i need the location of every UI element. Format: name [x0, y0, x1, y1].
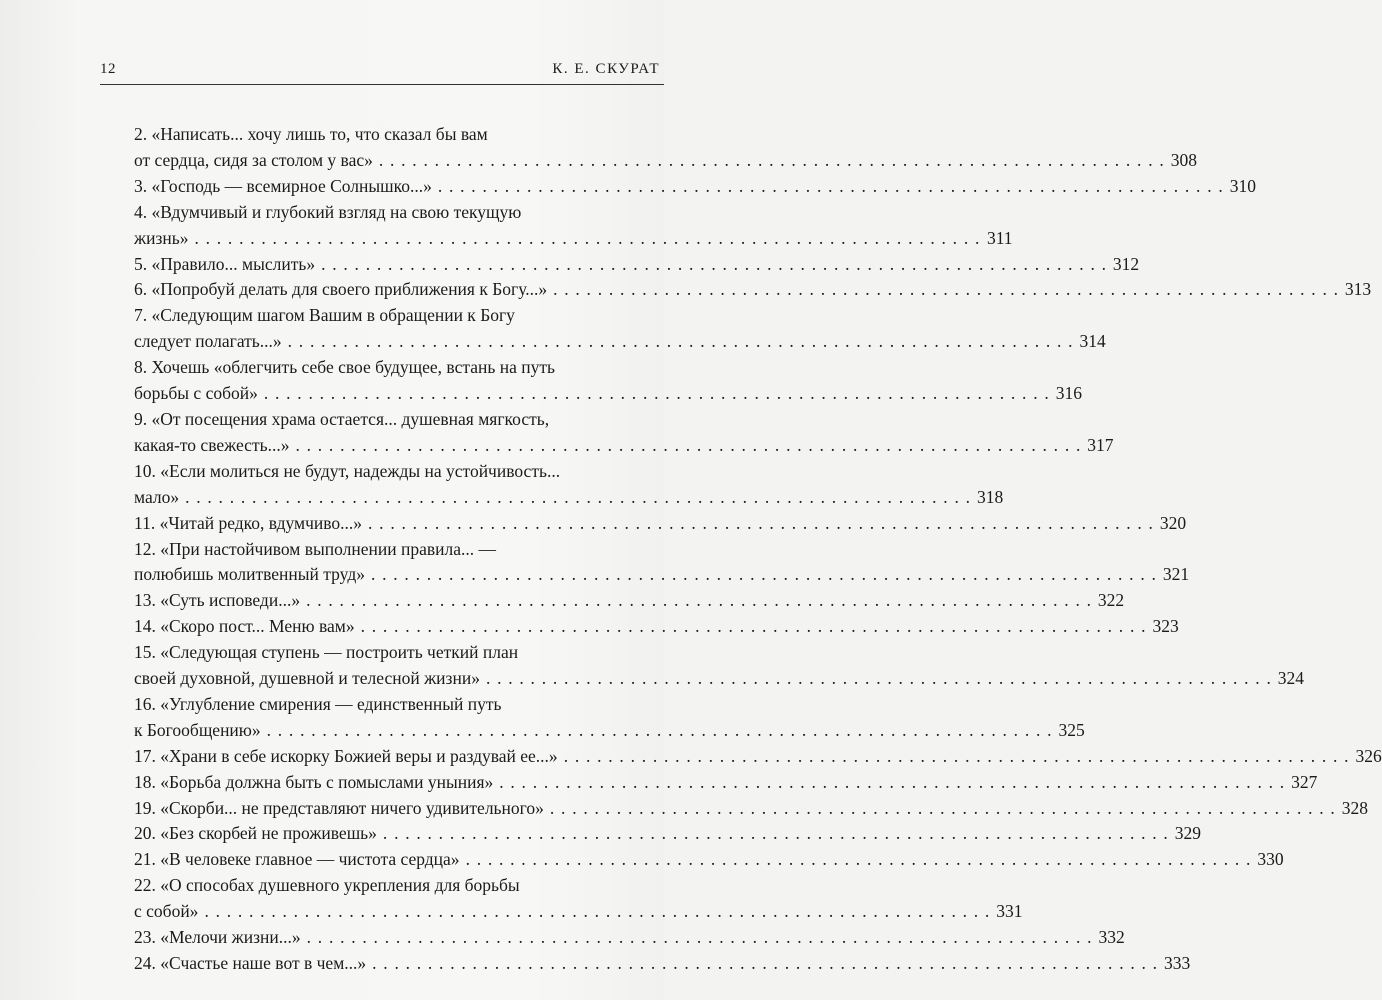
toc-entry	[134, 355, 1082, 407]
toc-entry-title: 8. Хочешь «облегчить себе свое будущее, встань на путь	[134, 357, 555, 378]
dot-leader	[194, 226, 980, 252]
toc-entry-title: 20. «Без скорбей не проживешь»	[134, 823, 377, 844]
dot-leader	[372, 951, 1158, 977]
dot-leader	[307, 925, 1093, 951]
toc-entry-title: 9. «От посещения храма остается... душевная мягкость,	[134, 408, 550, 429]
toc-entry-title: к Богообщению»	[134, 719, 261, 740]
toc-entry-line	[134, 148, 1197, 174]
toc-entry-line	[134, 329, 1106, 355]
toc-entry	[134, 588, 1125, 614]
toc-page-number: 331	[996, 901, 1023, 922]
dot-leader	[553, 277, 1339, 303]
toc-entry	[134, 692, 1085, 744]
toc-entry	[134, 796, 1368, 822]
toc-page-number: 323	[1152, 616, 1179, 637]
toc-entry-line	[134, 640, 632, 666]
toc-entry-line	[134, 459, 632, 485]
toc-entry-title: 6. «Попробуй делать для своего приближения к Богу...»	[134, 279, 548, 300]
toc-page-number: 322	[1097, 590, 1125, 611]
toc-entry-title: 12. «При настойчивом выполнении правила... —	[134, 538, 496, 559]
toc-entry-line	[134, 303, 632, 329]
toc-entry-line	[134, 718, 1085, 744]
toc-page-number: 317	[1087, 434, 1114, 455]
toc-entry-line	[134, 407, 632, 433]
toc-page-number: 311	[986, 227, 1013, 248]
header-rule	[100, 84, 664, 85]
toc-entry-line	[134, 381, 1082, 407]
toc-page-number: 332	[1098, 927, 1125, 948]
toc-entry-title: 2. «Написать... хочу лишь то, что сказал бы вам	[134, 124, 488, 144]
toc-entry-line	[134, 951, 1191, 977]
toc-entry-line	[134, 174, 1256, 200]
toc-entry-line	[134, 770, 1318, 796]
toc-entry-line	[134, 226, 1013, 252]
toc-entry	[134, 873, 1023, 925]
toc-entry-line	[134, 433, 1114, 459]
toc-page-number: 325	[1058, 719, 1085, 740]
toc-entry-line	[134, 511, 1187, 537]
dot-leader	[321, 252, 1107, 278]
toc-entry	[134, 122, 1197, 174]
toc-entry-line	[134, 899, 1023, 925]
toc-entry-title: 21. «В человеке главное — чистота сердца»	[134, 849, 460, 870]
toc-entry	[134, 614, 1179, 640]
toc-entry-title: 19. «Скорби... не представляют ничего удивительного»	[134, 797, 544, 818]
table-of-contents	[134, 122, 1382, 977]
toc-entry-title: 18. «Борьба должна быть с помыслами уныния»	[134, 771, 494, 792]
toc-entry-title: 13. «Суть исповеди...»	[134, 590, 301, 611]
toc-entry-line	[134, 925, 1125, 951]
dot-leader	[295, 433, 1081, 459]
toc-entry-line	[134, 692, 632, 718]
page-number: 12	[100, 61, 116, 77]
toc-entry	[134, 174, 1256, 200]
toc-entry-line	[134, 796, 1368, 822]
toc-page-number: 308	[1170, 149, 1197, 170]
toc-entry	[134, 744, 1382, 770]
toc-entry-title: жизнь»	[134, 227, 189, 248]
toc-entry-line	[134, 821, 1201, 847]
toc-entry-title: 5. «Правило... мыслить»	[134, 253, 316, 274]
toc-entry	[134, 200, 1013, 252]
toc-page-number: 320	[1159, 512, 1187, 533]
page-header	[100, 61, 664, 83]
toc-entry-title: от сердца, сидя за столом у вас»	[134, 149, 373, 170]
dot-leader	[368, 511, 1154, 537]
dot-leader	[383, 821, 1169, 847]
toc-page-number: 333	[1163, 953, 1191, 973]
toc-page-number: 328	[1341, 797, 1368, 818]
toc-entry	[134, 925, 1125, 951]
toc-entry-title: полюбишь молитвенный труд»	[134, 564, 365, 585]
toc-page-number: 330	[1257, 849, 1284, 870]
toc-entry-line	[134, 355, 632, 381]
toc-entry-title: 17. «Храни в себе искорку Божией веры и раздувай ее...»	[134, 745, 558, 766]
toc-entry-line	[134, 200, 632, 226]
toc-entry-line	[134, 847, 1284, 873]
toc-entry-title: 10. «Если молиться не будут, надежды на устойчивость...	[134, 460, 561, 481]
toc-page-number: 313	[1344, 279, 1372, 300]
dot-leader	[361, 614, 1147, 640]
toc-entry-line	[134, 562, 1190, 588]
dot-leader	[371, 562, 1157, 588]
toc-entry-line	[134, 537, 632, 563]
dot-leader	[466, 847, 1252, 873]
dot-leader	[379, 148, 1165, 174]
toc-entry-line	[134, 122, 632, 148]
toc-entry-title: 16. «Углубление смирения — единственный путь	[134, 693, 502, 714]
dot-leader	[267, 718, 1053, 744]
toc-page-number: 324	[1277, 668, 1305, 689]
toc-entry	[134, 640, 1305, 692]
toc-entry	[134, 770, 1318, 796]
toc-entry	[134, 847, 1284, 873]
toc-entry-line	[134, 588, 1125, 614]
toc-page-number: 312	[1112, 253, 1140, 274]
toc-page-number: 327	[1291, 771, 1318, 792]
toc-entry-title: с собой»	[134, 901, 199, 922]
toc-entry	[134, 821, 1201, 847]
dot-leader	[264, 381, 1050, 407]
toc-entry-title: 23. «Мелочи жизни...»	[134, 927, 301, 948]
toc-entry-title: 11. «Читай редко, вдумчиво...»	[134, 512, 363, 533]
toc-page-number: 310	[1229, 175, 1256, 196]
toc-page-number: 314	[1079, 331, 1106, 352]
toc-entry-title: 4. «Вдумчивый и глубокий взгляд на свою текущую	[134, 201, 522, 222]
dot-leader	[288, 329, 1074, 355]
toc-entry-line	[134, 277, 1372, 303]
toc-entry	[134, 511, 1187, 537]
toc-entry	[134, 459, 1004, 511]
dot-leader	[499, 770, 1285, 796]
toc-entry	[134, 951, 1191, 977]
toc-entry-line	[134, 252, 1140, 278]
toc-entry-title: какая-то свежесть...»	[134, 434, 290, 455]
toc-entry	[134, 252, 1140, 278]
toc-page-number: 316	[1055, 383, 1082, 404]
dot-leader	[306, 588, 1092, 614]
toc-page-number: 318	[976, 486, 1004, 507]
dot-leader	[486, 666, 1272, 692]
toc-entry	[134, 537, 1190, 589]
dot-leader	[550, 796, 1336, 822]
toc-page-number: 326	[1355, 745, 1382, 766]
toc-entry-line	[134, 666, 1305, 692]
toc-entry-line	[134, 873, 632, 899]
toc-entry-title: 22. «О способах душевного укрепления для борьбы	[134, 875, 520, 896]
toc-entry-title: своей духовной, душевной и телесной жизни»	[134, 668, 480, 689]
toc-entry	[134, 303, 1106, 355]
dot-leader	[564, 744, 1350, 770]
toc-entry	[134, 407, 1114, 459]
toc-entry-line	[134, 485, 1004, 511]
toc-entry-title: следует полагать...»	[134, 331, 282, 352]
dot-leader	[204, 899, 990, 925]
toc-entry	[134, 277, 1372, 303]
dot-leader	[185, 485, 971, 511]
running-head: К. Е. СКУРАТ	[552, 61, 660, 77]
toc-entry-title: 24. «Счастье наше вот в чем...»	[134, 953, 367, 973]
toc-entry-line	[134, 614, 1179, 640]
toc-entry-title: мало»	[134, 486, 180, 507]
dot-leader	[438, 174, 1224, 200]
toc-entry-title: 3. «Господь — всемирное Солнышко...»	[134, 175, 432, 196]
toc-entry-title: 14. «Скоро пост... Меню вам»	[134, 616, 355, 637]
toc-entry-line	[134, 744, 1382, 770]
toc-page-number: 329	[1174, 823, 1201, 844]
toc-entry-title: борьбы с собой»	[134, 383, 258, 404]
toc-page-number: 321	[1162, 564, 1190, 585]
toc-entry-title: 7. «Следующим шагом Вашим в обращении к Богу	[134, 305, 515, 326]
toc-entry-title: 15. «Следующая ступень — построить четкий план	[134, 642, 519, 663]
